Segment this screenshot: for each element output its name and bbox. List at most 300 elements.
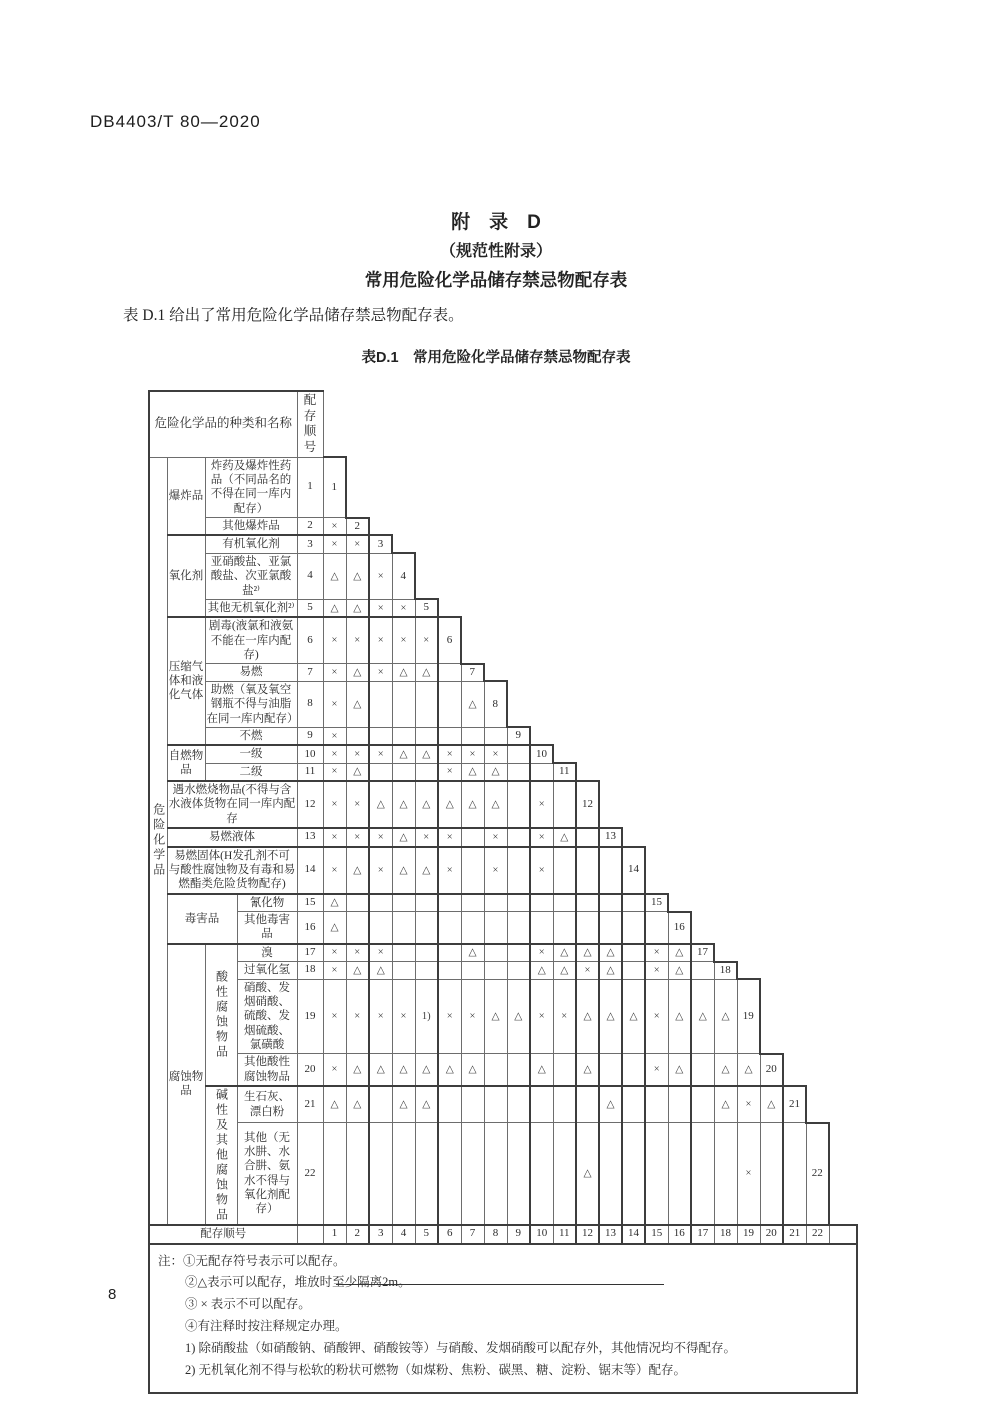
table-row <box>149 1123 857 1225</box>
void-cell <box>645 745 668 763</box>
row-label: 爆炸品 <box>167 457 205 535</box>
table-header-seq: 配存顺号 <box>297 391 323 457</box>
void-cell <box>760 781 783 828</box>
matrix-cell <box>553 1086 576 1123</box>
row-label: 遇水燃烧物品(不得与含水液体货物在同一库内配存 <box>167 781 297 828</box>
footer-col-number: 20 <box>760 1225 783 1243</box>
matrix-cell: × <box>392 599 415 617</box>
matrix-cell <box>392 912 415 944</box>
footer-col-number: 8 <box>484 1225 507 1243</box>
matrix-cell <box>346 912 369 944</box>
appendix-heading: 常用危险化学品储存禁忌物配存表 <box>364 270 628 290</box>
void-cell <box>438 518 461 536</box>
note-line: ②△表示可以配存，堆放时至少隔离2m。 <box>185 1275 411 1290</box>
void-cell <box>668 457 691 518</box>
matrix-cell: △ <box>668 962 691 979</box>
row-label: 炸药及爆炸性药品（不同品名的不得在同一库内配存） <box>205 457 297 518</box>
diagonal-cell: 7 <box>461 664 484 681</box>
matrix-cell: △ <box>323 553 346 599</box>
void-cell <box>622 457 645 518</box>
diagonal-cell: 20 <box>760 1054 783 1086</box>
table-row <box>149 1054 857 1086</box>
void-cell <box>829 457 857 518</box>
matrix-cell <box>576 828 599 846</box>
seq-number: 11 <box>297 763 323 781</box>
matrix-cell: △ <box>392 828 415 846</box>
matrix-cell: × <box>323 1054 346 1086</box>
footer-col-number: 10 <box>530 1225 553 1243</box>
matrix-cell: △ <box>599 979 622 1054</box>
void-cell <box>806 979 829 1054</box>
matrix-cell: × <box>323 617 346 664</box>
matrix-cell: △ <box>599 944 622 962</box>
void-cell <box>599 681 622 727</box>
matrix-cell <box>484 944 507 962</box>
matrix-cell <box>438 962 461 979</box>
void-cell <box>369 457 392 518</box>
matrix-cell: △ <box>668 1054 691 1086</box>
void-cell <box>829 664 857 681</box>
table-row <box>149 847 857 894</box>
matrix-cell <box>599 847 622 894</box>
matrix-cell <box>415 681 438 727</box>
void-cell <box>714 518 737 536</box>
void-cell <box>668 391 691 457</box>
row-label: 其他酸性腐蚀物品 <box>237 1054 297 1086</box>
seq-number: 1 <box>297 457 323 518</box>
void-cell <box>760 391 783 457</box>
void-cell <box>507 617 530 664</box>
appendix-subtitle: （规范性附录） <box>439 243 552 260</box>
void-cell <box>576 553 599 599</box>
void-cell <box>484 391 507 457</box>
seq-number: 6 <box>297 617 323 664</box>
row-label: 易燃固体(H发孔剂不可与酸性腐蚀物及有毒和易燃酯类危险货物配存) <box>167 847 297 894</box>
table-row <box>149 535 857 553</box>
void-cell <box>599 617 622 664</box>
void-cell <box>668 681 691 727</box>
void-cell <box>783 763 806 781</box>
void-cell <box>392 518 415 536</box>
void-cell <box>829 1086 857 1123</box>
void-cell <box>806 535 829 553</box>
footer-col-number: 22 <box>806 1225 829 1243</box>
matrix-cell: × <box>737 1086 760 1123</box>
row-label: 其他毒害品 <box>237 912 297 944</box>
matrix-cell: × <box>346 979 369 1054</box>
void-cell <box>760 535 783 553</box>
diagonal-cell: 17 <box>691 944 714 962</box>
void-cell <box>622 599 645 617</box>
void-cell <box>369 518 392 536</box>
void-cell <box>829 681 857 727</box>
void-cell <box>760 962 783 979</box>
matrix-cell: △ <box>369 1054 392 1086</box>
row-label: 压缩气体和液化气体 <box>167 617 205 745</box>
matrix-cell: × <box>323 828 346 846</box>
void-cell <box>737 599 760 617</box>
compat-table <box>148 390 858 1394</box>
matrix-cell: × <box>369 979 392 1054</box>
void-cell <box>507 391 530 457</box>
matrix-cell: △ <box>576 944 599 962</box>
matrix-cell <box>507 763 530 781</box>
matrix-cell <box>415 1123 438 1225</box>
matrix-cell <box>507 894 530 912</box>
matrix-cell: × <box>461 745 484 763</box>
void-cell <box>783 727 806 745</box>
matrix-cell <box>553 1054 576 1086</box>
matrix-cell: △ <box>668 944 691 962</box>
void-cell <box>691 553 714 599</box>
matrix-cell: △ <box>461 781 484 828</box>
row-label: 腐蚀物品 <box>167 944 205 1225</box>
matrix-cell <box>553 847 576 894</box>
void-cell <box>392 391 415 457</box>
void-cell <box>415 518 438 536</box>
note-line: 1) 除硝酸盐（如硝酸钠、硝酸钾、硝酸铵等）与硝酸、发烟硝酸可以配存外，其他情况均不得配存。 <box>185 1341 737 1355</box>
matrix-cell <box>622 1123 645 1225</box>
matrix-cell: △ <box>461 1054 484 1086</box>
matrix-cell <box>438 894 461 912</box>
footer-col-number: 14 <box>622 1225 645 1243</box>
void-cell <box>668 518 691 536</box>
void-cell <box>553 457 576 518</box>
void-cell <box>760 599 783 617</box>
void-cell <box>599 553 622 599</box>
matrix-cell <box>691 1054 714 1086</box>
matrix-cell: × <box>323 763 346 781</box>
matrix-cell: △ <box>323 894 346 912</box>
void-cell <box>737 518 760 536</box>
row-label: 硝酸、发烟硝酸、硫酸、发烟硫酸、氯磺酸 <box>237 979 297 1054</box>
footer-col-number: 13 <box>599 1225 622 1243</box>
matrix-cell <box>507 962 530 979</box>
matrix-cell: △ <box>415 745 438 763</box>
matrix-cell: △ <box>691 979 714 1054</box>
void-cell <box>668 781 691 828</box>
table-row <box>149 944 857 962</box>
void-cell <box>576 745 599 763</box>
matrix-cell: △ <box>346 763 369 781</box>
table-row <box>149 1086 857 1123</box>
matrix-cell: △ <box>323 1086 346 1123</box>
void-cell <box>415 391 438 457</box>
void-cell <box>783 617 806 664</box>
void-cell <box>668 745 691 763</box>
matrix-cell: △ <box>714 979 737 1054</box>
matrix-cell: 1) <box>415 979 438 1054</box>
matrix-cell <box>346 894 369 912</box>
matrix-cell: × <box>346 617 369 664</box>
matrix-cell <box>415 962 438 979</box>
matrix-cell: △ <box>346 962 369 979</box>
void-cell <box>737 664 760 681</box>
matrix-cell <box>622 894 645 912</box>
matrix-cell: × <box>346 781 369 828</box>
void-cell <box>737 847 760 894</box>
void-cell <box>415 535 438 553</box>
void-cell <box>645 727 668 745</box>
matrix-cell: △ <box>576 1054 599 1086</box>
matrix-cell <box>392 727 415 745</box>
void-cell <box>668 727 691 745</box>
void-cell <box>415 457 438 518</box>
matrix-cell <box>599 1123 622 1225</box>
matrix-cell <box>461 1123 484 1225</box>
matrix-cell <box>645 1123 668 1225</box>
void-cell <box>461 599 484 617</box>
void-cell <box>691 457 714 518</box>
matrix-cell: × <box>438 828 461 846</box>
void-cell <box>438 535 461 553</box>
void-cell <box>668 763 691 781</box>
matrix-cell: × <box>346 745 369 763</box>
void-cell <box>714 847 737 894</box>
matrix-cell: × <box>369 847 392 894</box>
matrix-cell <box>507 847 530 894</box>
matrix-cell <box>599 912 622 944</box>
void-cell <box>392 457 415 518</box>
void-cell <box>829 1123 857 1225</box>
matrix-cell: △ <box>599 962 622 979</box>
matrix-cell: × <box>369 745 392 763</box>
void-cell <box>507 457 530 518</box>
matrix-cell: △ <box>346 681 369 727</box>
matrix-cell <box>622 944 645 962</box>
void-cell <box>438 599 461 617</box>
row-label: 过氧化氢 <box>237 962 297 979</box>
matrix-cell <box>415 912 438 944</box>
void-cell <box>806 828 829 846</box>
table-body <box>149 391 857 1393</box>
matrix-cell <box>507 912 530 944</box>
matrix-cell <box>576 912 599 944</box>
void-cell <box>783 535 806 553</box>
matrix-cell: △ <box>668 979 691 1054</box>
void-cell <box>829 727 857 745</box>
matrix-cell: △ <box>415 1086 438 1123</box>
void-cell <box>599 781 622 828</box>
void-cell <box>806 781 829 828</box>
matrix-cell: △ <box>461 763 484 781</box>
void-cell <box>622 681 645 727</box>
void-cell <box>645 518 668 536</box>
matrix-cell <box>461 727 484 745</box>
seq-number: 13 <box>297 828 323 846</box>
seq-number: 19 <box>297 979 323 1054</box>
void-cell <box>576 391 599 457</box>
matrix-cell <box>369 727 392 745</box>
matrix-cell <box>369 1086 392 1123</box>
void-cell <box>691 617 714 664</box>
void-cell <box>760 745 783 763</box>
matrix-cell <box>461 828 484 846</box>
void-cell <box>553 727 576 745</box>
footer-col-number: 1 <box>323 1225 346 1243</box>
matrix-cell <box>553 912 576 944</box>
void-cell <box>530 681 553 727</box>
diagonal-cell: 22 <box>806 1123 829 1225</box>
void-cell <box>783 828 806 846</box>
matrix-cell: △ <box>323 912 346 944</box>
void-cell <box>484 518 507 536</box>
row-label: 其他爆炸品 <box>205 518 297 536</box>
void-cell <box>806 912 829 944</box>
diagonal-cell: 10 <box>530 745 553 763</box>
void-cell <box>599 599 622 617</box>
void-cell <box>576 617 599 664</box>
void-cell <box>829 847 857 894</box>
void-cell <box>760 912 783 944</box>
matrix-cell <box>530 894 553 912</box>
void-cell <box>760 553 783 599</box>
void-cell <box>645 391 668 457</box>
void-cell <box>645 617 668 664</box>
void-cell <box>668 553 691 599</box>
diagonal-cell: 12 <box>576 781 599 828</box>
matrix-cell: × <box>323 518 346 536</box>
void-cell <box>691 912 714 944</box>
table-row <box>149 518 857 536</box>
void-cell <box>760 894 783 912</box>
void-cell <box>714 664 737 681</box>
table-row <box>149 828 857 846</box>
matrix-cell: △ <box>415 664 438 681</box>
void-cell <box>645 847 668 894</box>
void-cell <box>714 781 737 828</box>
void-cell <box>783 912 806 944</box>
void-cell <box>530 518 553 536</box>
void-cell <box>484 553 507 599</box>
footer-col-number: 19 <box>737 1225 760 1243</box>
void-cell <box>760 944 783 962</box>
void-cell <box>691 391 714 457</box>
matrix-cell <box>438 912 461 944</box>
matrix-cell <box>415 727 438 745</box>
void-cell <box>806 681 829 727</box>
matrix-cell: △ <box>461 944 484 962</box>
void-cell <box>668 617 691 664</box>
matrix-cell <box>760 1123 783 1225</box>
diagonal-cell: 5 <box>415 599 438 617</box>
void-cell <box>806 664 829 681</box>
void-cell <box>829 894 857 912</box>
void-cell <box>622 553 645 599</box>
void-cell <box>829 979 857 1054</box>
matrix-cell: × <box>484 828 507 846</box>
void-cell <box>622 745 645 763</box>
row-label: 溴 <box>237 944 297 962</box>
matrix-cell: △ <box>392 1054 415 1086</box>
void-cell <box>369 391 392 457</box>
matrix-cell: × <box>392 617 415 664</box>
void-cell <box>668 535 691 553</box>
matrix-cell <box>530 1086 553 1123</box>
matrix-cell <box>507 1086 530 1123</box>
void-cell <box>530 457 553 518</box>
void-cell <box>829 781 857 828</box>
void-cell <box>691 894 714 912</box>
void-cell <box>461 391 484 457</box>
void-cell <box>645 553 668 599</box>
footer-col-number: 11 <box>553 1225 576 1243</box>
matrix-cell: △ <box>415 781 438 828</box>
matrix-cell: △ <box>415 1054 438 1086</box>
void-cell <box>599 664 622 681</box>
row-label: 亚硝酸盐、亚氯酸盐、次亚氯酸盐²⁾ <box>205 553 297 599</box>
seq-number: 10 <box>297 745 323 763</box>
notes-cell <box>149 1244 857 1393</box>
matrix-cell: × <box>461 979 484 1054</box>
matrix-cell <box>691 1123 714 1225</box>
matrix-cell: × <box>645 944 668 962</box>
seq-number: 4 <box>297 553 323 599</box>
matrix-cell <box>622 1086 645 1123</box>
matrix-cell <box>461 1086 484 1123</box>
matrix-cell <box>553 1123 576 1225</box>
void-cell <box>530 617 553 664</box>
void-cell <box>691 847 714 894</box>
void-cell <box>783 664 806 681</box>
footer-empty-cell <box>297 1225 323 1243</box>
footer-filler-cell <box>829 1225 857 1243</box>
void-cell <box>714 681 737 727</box>
void-cell <box>760 681 783 727</box>
void-cell <box>461 617 484 664</box>
table-row <box>149 727 857 745</box>
void-cell <box>438 391 461 457</box>
void-cell <box>737 912 760 944</box>
void-cell <box>760 457 783 518</box>
void-cell <box>576 599 599 617</box>
matrix-cell: × <box>484 847 507 894</box>
footer-col-number: 3 <box>369 1225 392 1243</box>
matrix-cell <box>507 828 530 846</box>
matrix-cell <box>576 1086 599 1123</box>
void-cell <box>806 518 829 536</box>
footer-seq-label: 配存顺号 <box>149 1225 297 1243</box>
seq-number: 21 <box>297 1086 323 1123</box>
matrix-cell <box>438 1123 461 1225</box>
table-row <box>149 745 857 763</box>
void-cell <box>622 781 645 828</box>
void-cell <box>576 518 599 536</box>
matrix-cell <box>484 894 507 912</box>
void-cell <box>783 894 806 912</box>
table-row <box>149 457 857 518</box>
diagonal-cell: 13 <box>599 828 622 846</box>
row-label: 氧化剂 <box>167 535 205 617</box>
matrix-cell: × <box>369 553 392 599</box>
void-cell <box>461 518 484 536</box>
void-cell <box>323 391 346 457</box>
void-cell <box>507 553 530 599</box>
table-caption: 表D.1 常用危险化学品储存禁忌物配存表 <box>361 350 631 366</box>
void-cell <box>714 457 737 518</box>
matrix-cell: △ <box>599 1086 622 1123</box>
void-cell <box>691 745 714 763</box>
table-row <box>149 599 857 617</box>
matrix-cell <box>484 962 507 979</box>
matrix-cell <box>438 944 461 962</box>
matrix-cell: × <box>323 664 346 681</box>
void-cell <box>553 745 576 763</box>
footer-col-number: 21 <box>783 1225 806 1243</box>
matrix-cell <box>369 894 392 912</box>
void-cell <box>438 457 461 518</box>
void-cell <box>783 962 806 979</box>
